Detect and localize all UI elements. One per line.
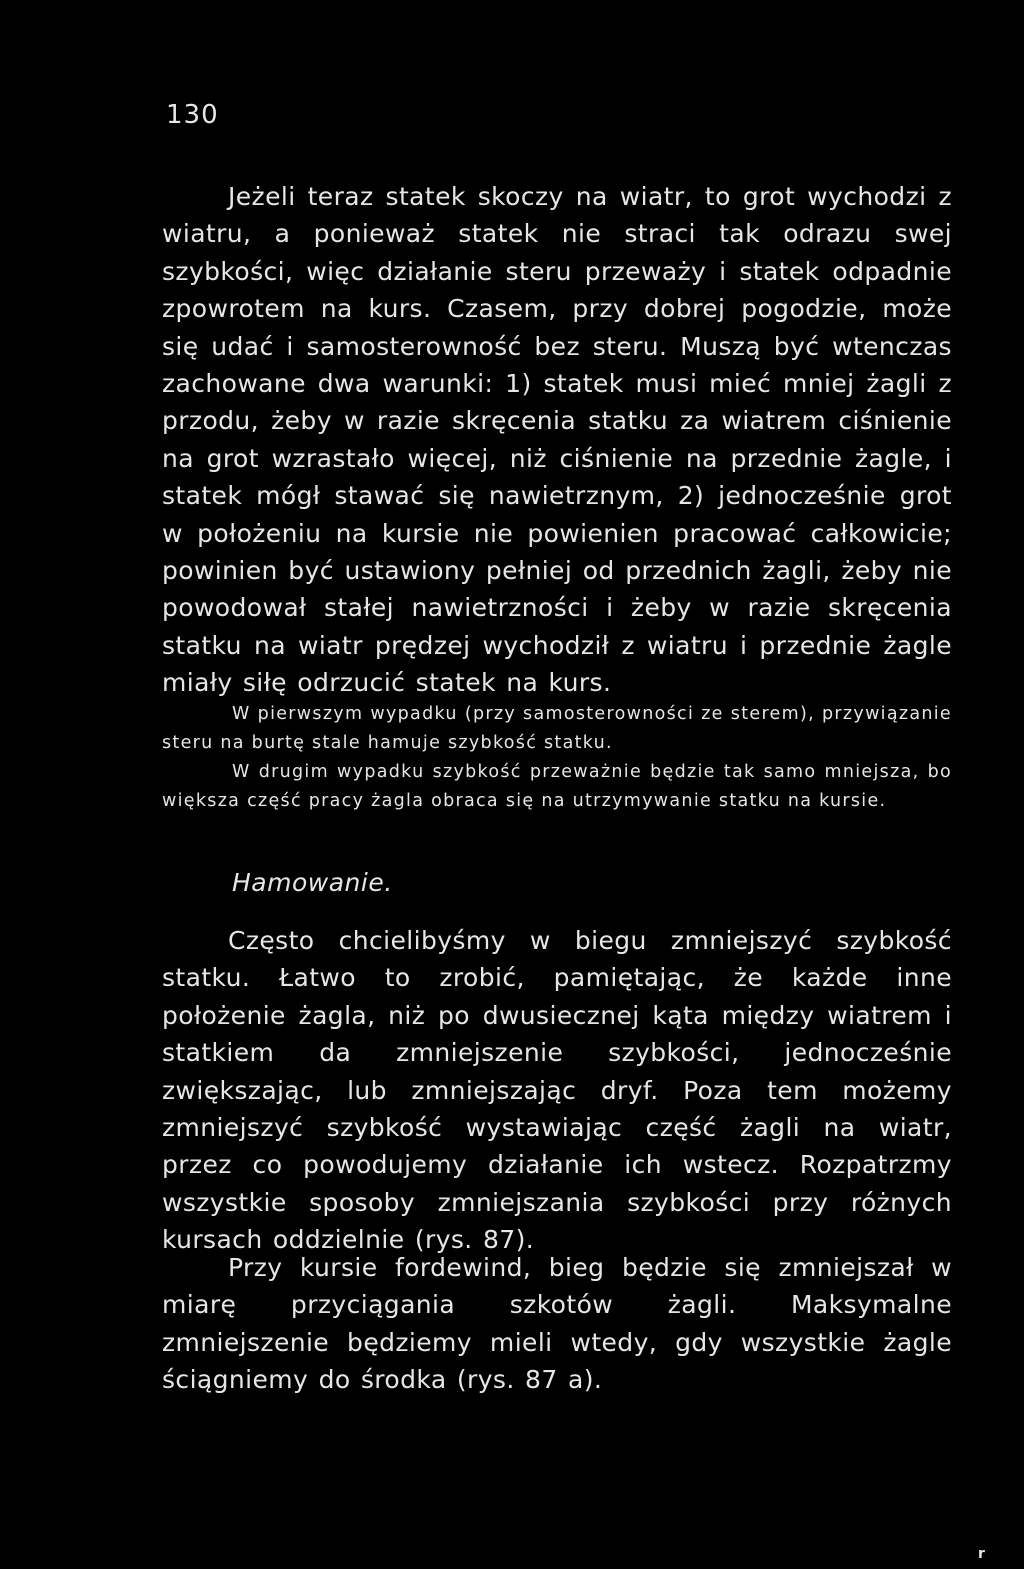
paragraph-3: Przy kursie fordewind, bieg będzie się zmniejszał w miarę przyciągania szkotów żagli. Maksymalne zmniejszenie będziemy mieli wtedy, gdy wszystkie żagle ściągniemy do środka (rys. 87 a).: [162, 1253, 952, 1395]
section-heading: Hamowanie.: [232, 868, 393, 897]
corner-mark: r: [978, 1546, 985, 1562]
footnote-2: W drugim wypadku szybkość przeważnie będzie tak samo mniejsza, bo większa część pracy żagla obraca się na utrzymywanie statku na kursie.: [162, 762, 952, 811]
paragraph-2: Często chcielibyśmy w biegu zmniejszyć szybkość statku. Łatwo to zrobić, pamiętając, że każde inne położenie żagla, niż po dwusiecznej kąta między wiatrem i statkiem da zmniejszenie szybkości, jednocześnie zwiększając, lub zmniejszając dryf. Poza tem możemy zmniejszyć szybkość wystawiając część żagli na wiatr, przez co powodujemy działanie ich wstecz. Rozpatrzmy wszystkie sposoby zmniejszania szybkości przy różnych kursach oddzielnie (rys. 87).: [162, 926, 952, 1255]
page-number: 130: [166, 100, 219, 130]
paragraph-1: Jeżeli teraz statek skoczy na wiatr, to grot wychodzi z wiatru, a ponieważ statek nie straci tak odrazu swej szybkości, więc działanie steru przeważy i statek odpadnie zpowrotem na kurs. Czasem, przy dobrej pogodzie, może się udać i samosterowność bez steru. Muszą być wtenczas zachowane dwa warunki: 1) statek musi mieć mniej żagli z przodu, żeby w razie skręcenia statku za wiatrem ciśnienie na grot wzrastało więcej, niż ciśnienie na przednie żagle, i statek mógł stawać się nawietrznym, 2) jednocześnie grot w położeniu na kursie nie powienien pracować całkowicie; powinien być ustawiony pełniej od przednich żagli, żeby nie powodował stałej nawietrzności i żeby w razie skręcenia statku na wiatr prędzej wychodził z wiatru i przednie żagle miały siłę odrzucić statek na kurs.: [162, 182, 952, 698]
footnote-1: W pierwszym wypadku (przy samosterowności ze sterem), przywiązanie steru na burtę stale hamuje szybkość statku.: [162, 704, 952, 753]
